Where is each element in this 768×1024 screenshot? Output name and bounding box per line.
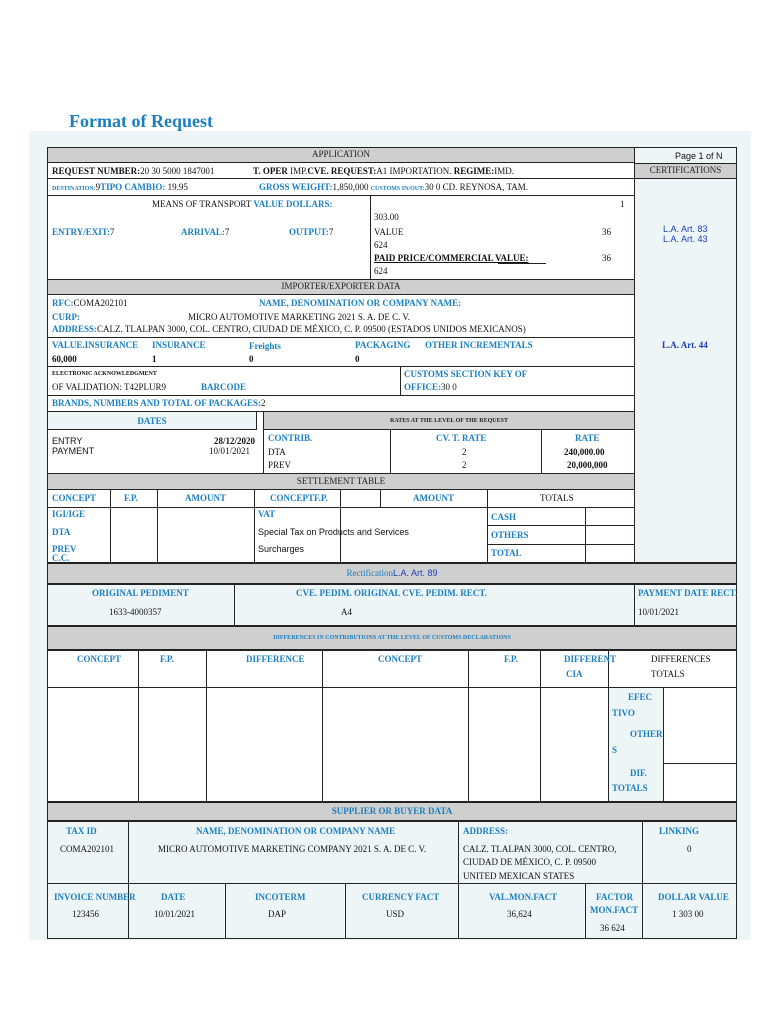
importer-name-value: MICRO AUTOMOTIVE MARKETING 2021 S. A. DE C. V.	[188, 312, 411, 322]
val-mon-fact-value: 36,624	[507, 909, 532, 919]
importer-address-label: ADDRESS:	[52, 324, 98, 334]
rate-row-prev-rate: 20,000,000	[567, 460, 608, 470]
freights-value: 0	[249, 354, 254, 364]
customs-label: CUSTOMS IN/OUT:	[370, 186, 425, 192]
diff-tivo: TIVO	[612, 708, 635, 718]
la-art-43: L.A. Art. 43	[663, 234, 708, 244]
settlement-amount-2: AMOUNT	[413, 493, 454, 503]
supplier-taxid-label: TAX ID	[66, 826, 97, 836]
supplier-name-value: MICRO AUTOMOTIVE MARKETING COMPANY 2021 S. A. DE C. V.	[158, 844, 427, 854]
rectification-bar	[47, 563, 737, 584]
entry-exit	[52, 227, 115, 238]
settlement-fp: F.P.	[124, 493, 138, 503]
settlement-others: OTHERS	[491, 530, 529, 540]
paid-price-1: 36	[602, 253, 611, 263]
curp-label: CURP:	[52, 312, 80, 322]
differences-header-label: DIFFERENCES IN CONTRIBUTIONS AT THE LEVEL OF CUSTOMS DECLARATIONS	[273, 635, 511, 641]
settlement-amount: AMOUNT	[185, 493, 226, 503]
arrival-label: ARRIVAL:	[181, 227, 225, 237]
factor-label: FACTOR	[596, 892, 634, 902]
settlement-totals: TOTALS	[540, 493, 574, 503]
value-insurance-value: 60,000	[52, 354, 77, 364]
diff-different: DIFFERENT	[564, 654, 617, 664]
contrib-label: CONTRIB.	[268, 433, 313, 443]
barcode-label: BARCODE	[201, 382, 247, 392]
rate-row-prev-cv: 2	[462, 460, 467, 470]
rate-label: RATE	[575, 433, 600, 443]
factor-value: 36 624	[600, 923, 625, 933]
paid-price-2: 624	[374, 266, 388, 276]
packaging-label: PACKAGING	[355, 340, 411, 350]
invoice-number-value: 123456	[72, 909, 99, 919]
certifications-header: CERTIFICATIONS	[634, 163, 737, 179]
rate-row-dta-rate: 240,000.00	[564, 447, 605, 457]
packaging-value: 0	[355, 354, 360, 364]
factor-label-2: MON.FACT	[590, 905, 639, 915]
brands	[52, 398, 266, 409]
supplier-taxid-value: COMA202101	[60, 844, 115, 854]
supplier-name-label: NAME, DENOMINATION OR COMPANY NAME	[196, 826, 396, 836]
customs-value: 30 0 CD. REYNOSA, TAM.	[424, 182, 529, 192]
payment-date-value: 10/01/2021	[209, 446, 251, 456]
office-value: 30 0	[441, 382, 457, 392]
entry-date-label: ENTRY	[52, 436, 83, 446]
diff-cia: CIA	[566, 669, 583, 679]
gross-weight-row	[259, 182, 528, 195]
settlement-igi: IGI/IGE	[52, 509, 86, 519]
rectification-label: Rectification	[346, 568, 393, 578]
dates-header	[47, 411, 257, 430]
rfc-label: RFC:	[52, 298, 74, 308]
differences-header	[47, 626, 737, 650]
supplier-address-3: UNITED MEXICAN STATES	[463, 871, 575, 881]
settlement-prev: PREV	[52, 544, 77, 554]
validation-value: T42PLUR9	[124, 382, 167, 392]
invoice-date-label: DATE	[161, 892, 186, 902]
t-oper-row	[253, 166, 514, 177]
diff-fp: F.P.	[160, 654, 174, 664]
importer-header: IMPORTER/EXPORTER DATA	[47, 279, 635, 295]
settlement-special-tax: Special Tax on Products and Services	[258, 527, 409, 537]
arrival	[181, 227, 229, 238]
rfc-value: COMA202101	[73, 298, 128, 308]
request-number-label: REQUEST NUMBER:	[52, 166, 141, 176]
certifications-column	[634, 147, 737, 563]
regime-label: REGIME:	[453, 166, 495, 176]
cve-request-label: CVE. REQUEST:	[307, 166, 377, 176]
page-indicator: Page 1 of N	[675, 151, 723, 161]
payment-date-rect-label: PAYMENT DATE RECT.	[638, 588, 738, 598]
rates-header: RATES AT THE LEVEL OF THE REQUEST	[263, 411, 635, 430]
gross-weight-label: GROSS WEIGHT:	[259, 182, 333, 192]
output-value: 7	[328, 227, 334, 237]
dollar-value-label: DOLLAR VALUE	[658, 892, 729, 902]
destination-value: 9	[95, 182, 101, 192]
entry-exit-label: ENTRY/EXIT:	[52, 227, 111, 237]
diff-totals: TOTALS	[612, 783, 648, 793]
brands-label: BRANDS, NUMBERS AND TOTAL OF PACKAGES:	[52, 398, 262, 408]
supplier-address-1: CALZ. TLALPAN 3000, COL. CENTRO,	[463, 844, 617, 854]
settlement-dta: DTA	[52, 527, 71, 537]
request-number-row	[52, 166, 214, 177]
brands-value: 2	[261, 398, 266, 408]
means-of-transport	[152, 199, 333, 210]
payment-date-rect-value: 10/01/2021	[638, 607, 680, 617]
supplier-address-label: ADDRESS:	[463, 826, 509, 836]
importer-address	[52, 324, 526, 335]
means-label: MEANS OF TRANSPORT	[152, 199, 252, 209]
diff-difference: DIFFERENCE	[246, 654, 305, 664]
rate-row-dta-contrib: DTA	[268, 447, 286, 457]
output-label: OUTPUT:	[289, 227, 329, 237]
supplier-header-label: SUPPLIER OR BUYER DATA	[331, 806, 453, 816]
validation	[52, 382, 166, 393]
importer-address-value: CALZ. TLALPAN 3000, COL. CENTRO, CIUDAD DE MÉXICO, C. P. 09500 (ESTADOS UNIDOS MEXICANOS)	[97, 324, 526, 334]
value-label: VALUE	[374, 227, 404, 237]
office-label: OFFICE:	[404, 382, 441, 392]
settlement-concept: CONCEPT	[52, 493, 97, 503]
value-dollars-2: 303.00	[374, 212, 399, 222]
freights-label: Freights	[249, 341, 281, 351]
incoterm-value: DAP	[268, 909, 287, 919]
diff-s: S	[612, 745, 618, 755]
electronic-ack-label: ELECTRONIC ACKNOWLEDGMENT	[52, 371, 157, 377]
validation-label: OF VALIDATION:	[52, 382, 122, 392]
original-pediment-label: ORIGINAL PEDIMENT	[92, 588, 189, 598]
cv-rate-label: CV. T. RATE	[436, 433, 487, 443]
page-title: Format of Request	[69, 111, 213, 131]
settlement-surcharges: Surcharges	[258, 544, 305, 554]
diff-differences-label: DIFFERENCES	[651, 654, 711, 664]
la-art-44: L.A. Art. 44	[662, 340, 708, 350]
tipo-cambio-label: TIPO CAMBIO:	[100, 182, 166, 192]
payment-date-label: PAYMENT	[52, 446, 95, 456]
diff-dif: DIF.	[630, 768, 647, 778]
diff-concept: CONCEPT	[77, 654, 122, 664]
currency-fact-label: CURRENCY FACT	[362, 892, 440, 902]
settlement-total: TOTAL	[491, 548, 522, 558]
tipo-cambio-value: 19.95	[167, 182, 188, 192]
office	[404, 382, 457, 393]
settlement-vat: VAT	[258, 509, 276, 519]
diff-efec: EFEC	[628, 692, 653, 702]
cve-pedim-label: CVE. PEDIM. ORIGINAL CVE. PEDIM. RECT.	[296, 588, 487, 598]
value-dollars-label: VALUE DOLLARS:	[253, 199, 333, 209]
currency-fact-value: USD	[386, 909, 405, 919]
value-insurance-label: VALUE.INSURANCE	[52, 340, 139, 350]
customs-section-label: CUSTOMS SECTION KEY OF	[404, 369, 528, 379]
request-number-value: 20 30 5000 1847001	[140, 166, 215, 176]
arrival-value: 7	[224, 227, 230, 237]
cve-pedim-value: A4	[341, 607, 352, 617]
supplier-header	[47, 802, 737, 821]
invoice-number-label: INVOICE NUMBER	[54, 892, 136, 902]
supplier-address-2: CIUDAD DE MÉXICO, C. P. 09500	[463, 857, 597, 867]
destination-label: DESTINATION:	[52, 186, 96, 192]
diff-other: OTHER	[630, 729, 663, 739]
rectification-art: L.A. Art. 89	[392, 568, 438, 578]
other-incrementals-label: OTHER INCREMENTALS	[425, 340, 533, 350]
value-2: 624	[374, 240, 388, 250]
value-1: 36	[602, 227, 611, 237]
output	[289, 227, 333, 238]
diff-totals-label: TOTALS	[651, 669, 685, 679]
insurance-label: INSURANCE	[152, 340, 206, 350]
original-pediment-value: 1633-4000357	[109, 607, 162, 617]
dollar-value-value: 1 303 00	[672, 909, 704, 919]
settlement-concept-fp: CONCEPTF.P.	[270, 493, 328, 503]
gross-weight-value: 1,850,000	[332, 182, 369, 192]
settlement-cash: CASH	[491, 512, 517, 522]
t-oper-value: IMP.	[290, 166, 308, 176]
rate-row-dta-cv: 2	[462, 447, 467, 457]
supplier-table	[47, 821, 737, 939]
diff-concept-2: CONCEPT	[378, 654, 423, 664]
settlement-header: SETTLEMENT TABLE	[47, 473, 635, 490]
rate-row-prev-contrib: PREV	[268, 460, 292, 470]
supplier-linking-label: LINKING	[659, 826, 700, 836]
la-art-83: L.A. Art. 83	[663, 224, 708, 234]
entry-date-value: 28/12/2020	[214, 436, 256, 446]
dates-header-label: DATES	[137, 416, 167, 426]
entry-exit-value: 7	[110, 227, 115, 237]
t-oper-label: T. OPER	[253, 166, 288, 176]
insurance-value: 1	[152, 354, 157, 364]
diff-fp-2: F.P.	[504, 654, 518, 664]
settlement-cc: C.C.	[52, 553, 70, 563]
paid-price-label: PAID PRICE/COMMERCIAL VALUE:	[374, 253, 529, 263]
val-mon-fact-label: VAL.MON.FACT	[489, 892, 558, 902]
regime-value: IMD.	[494, 166, 514, 176]
rfc	[52, 298, 128, 309]
application-header: APPLICATION	[47, 147, 635, 163]
cve-request-value: A1 IMPORTATION.	[376, 166, 452, 176]
importer-name-label: NAME, DENOMINATION OR COMPANY NAME:	[259, 298, 462, 308]
destination-row	[52, 182, 188, 195]
incoterm-label: INCOTERM	[255, 892, 306, 902]
invoice-date-value: 10/01/2021	[154, 909, 196, 919]
supplier-linking-value: 0	[687, 844, 692, 854]
value-dollars-1: 1	[620, 199, 625, 209]
